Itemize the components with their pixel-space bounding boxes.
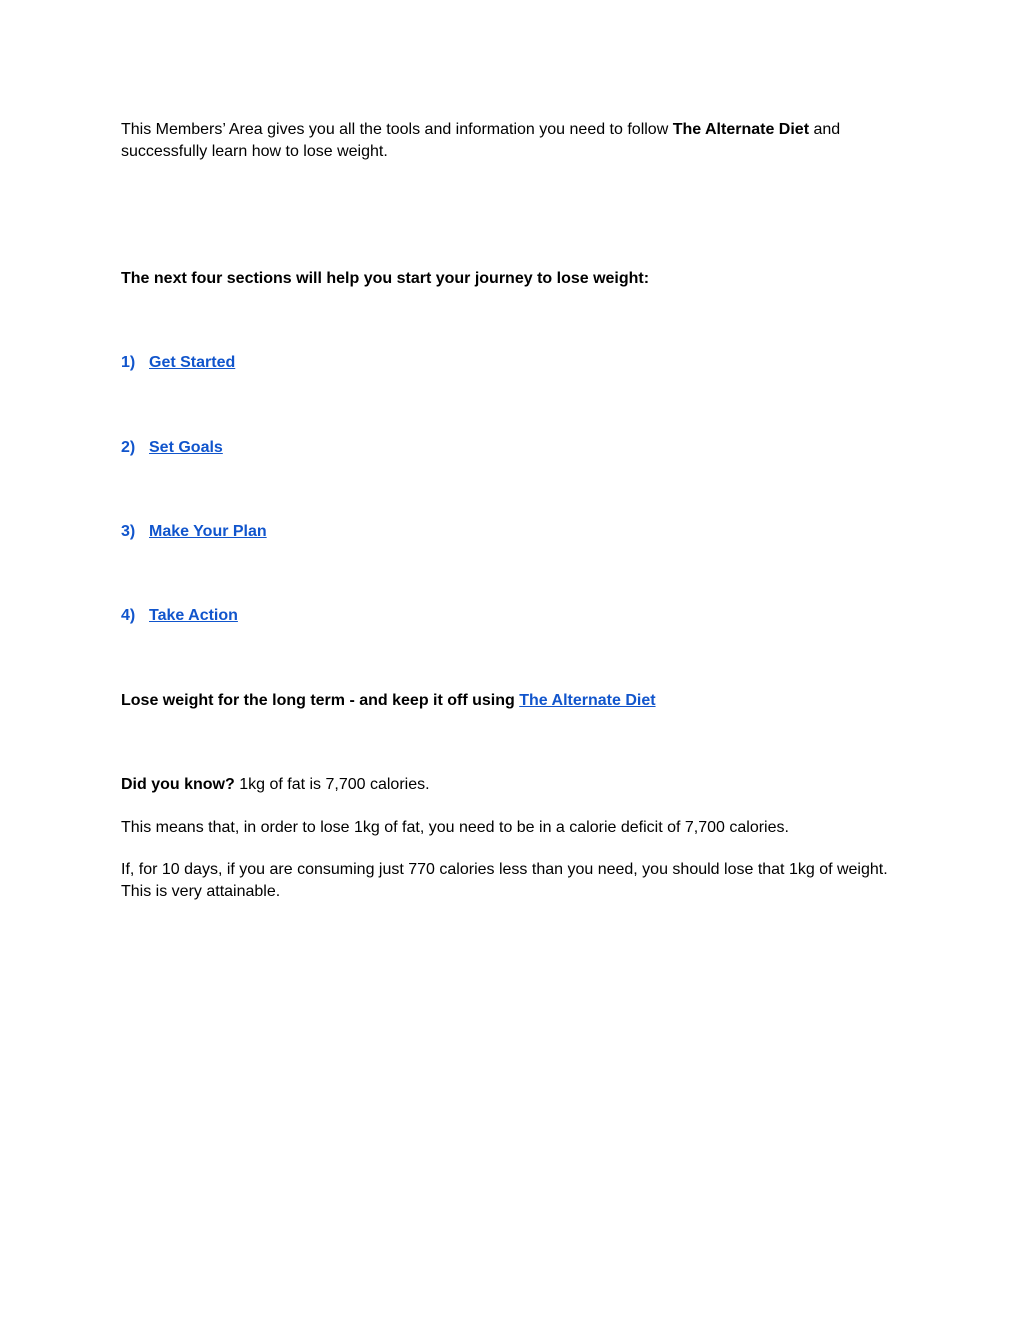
make-your-plan-link[interactable]: 3) Make Your Plan: [121, 523, 267, 540]
section-item-get-started: [121, 352, 901, 374]
set-goals-link[interactable]: 2) Set Goals: [121, 439, 223, 456]
section-item-set-goals: [121, 437, 901, 459]
sections-heading: The next four sections will help you start your journey to lose weight:: [121, 270, 650, 287]
intro-text-before: This Members’ Area gives you all the tools and information you need to follow: [121, 121, 673, 138]
intro-paragraph: [121, 119, 901, 163]
intro-brand-name: The Alternate Diet: [672, 121, 810, 138]
section-item-make-your-plan: [121, 521, 901, 543]
take-action-link[interactable]: 4) Take Action: [121, 607, 238, 624]
intro-text-after: and successfully learn how to lose weight.: [121, 121, 841, 160]
did-you-know-paragraph: [121, 774, 901, 796]
get-started-link[interactable]: 1) Get Started: [121, 354, 236, 371]
section-item-take-action: [121, 605, 901, 627]
long-term-text: Lose weight for the long term - and keep it off using: [121, 692, 520, 709]
plan-paragraph: If, for 10 days, if you are consuming just 770 calories less than you need, you should lose that 1kg of weight. This is very attainable.: [121, 861, 888, 900]
long-term-paragraph: [121, 690, 901, 712]
did-you-know-label: Did you know?: [121, 776, 235, 793]
calorie-deficit-paragraph: This means that, in order to lose 1kg of fat, you need to be in a calorie deficit of 7,700 calories.: [121, 819, 789, 836]
alternate-diet-link[interactable]: The Alternate Diet: [519, 692, 656, 709]
did-you-know-text: 1kg of fat is 7,700 calories.: [234, 776, 430, 793]
